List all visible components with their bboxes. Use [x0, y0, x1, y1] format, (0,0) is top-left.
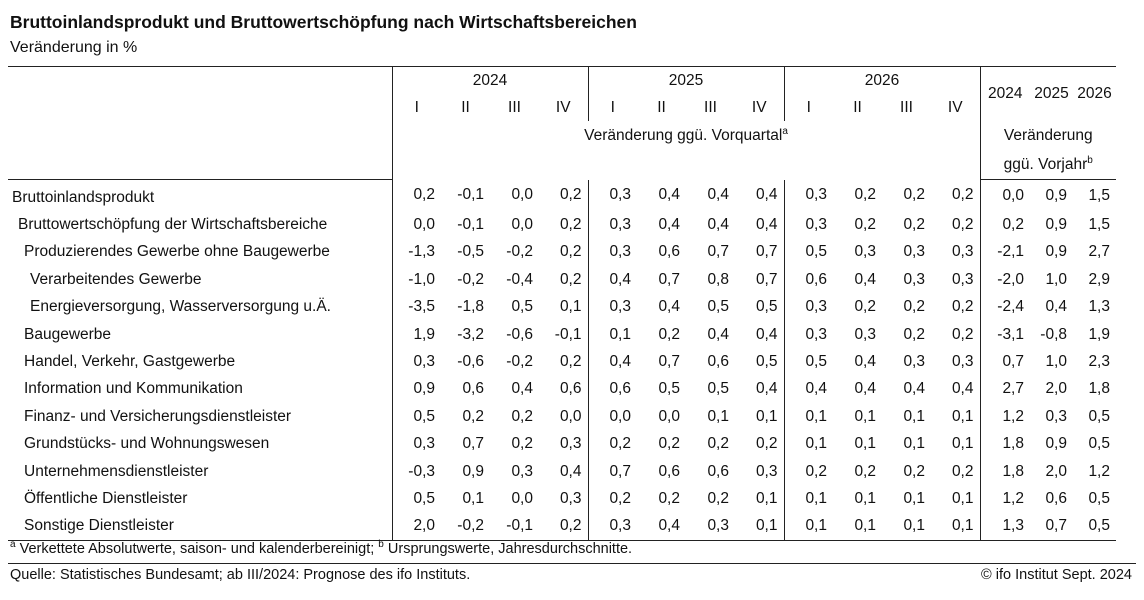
annual-value: 2,0: [1045, 380, 1067, 398]
quarterly-value: 0,3: [854, 325, 876, 343]
footnote-ref-b: b: [1087, 154, 1093, 166]
quarterly-value: 0,0: [658, 407, 680, 425]
row-label: Produzierendes Gewerbe ohne Baugewerbe: [24, 243, 330, 261]
quarterly-value: 0,2: [903, 186, 925, 204]
quarterly-value: 0,2: [559, 243, 582, 261]
annual-value: 2,7: [1088, 243, 1110, 261]
quarterly-value: 0,1: [462, 489, 484, 507]
quarterly-value: 0,1: [833, 513, 882, 541]
quarterly-value: 0,5: [392, 485, 441, 512]
quarterly-value: -0,1: [457, 186, 484, 204]
quarterly-value: 0,5: [784, 239, 833, 266]
quarterly-value: 0,3: [784, 180, 833, 212]
row-label: Baugewerbe: [24, 325, 112, 343]
quarterly-value: 0,4: [559, 462, 582, 480]
quarterly-value: 0,2: [588, 485, 637, 512]
quarterly-value: -0,2: [506, 243, 533, 261]
annual-value: 1,2: [1088, 462, 1110, 480]
quarterly-value: 0,1: [755, 489, 778, 507]
header-empty-cell: [8, 121, 392, 151]
quarterly-value: 0,3: [588, 211, 637, 238]
quarterly-value: 0,2: [854, 216, 876, 234]
quarterly-value: 0,4: [784, 376, 833, 403]
quarterly-value: -0,3: [392, 458, 441, 485]
quarterly-value: 0,4: [755, 380, 778, 398]
quarterly-value: 0,3: [392, 348, 441, 375]
quarterly-value: -0,4: [506, 270, 533, 288]
header-empty-cell: [8, 151, 392, 180]
quarter-header: IV: [947, 98, 963, 116]
source-note: Quelle: Statistisches Bundesamt; ab III/2024: Prognose des ifo Instituts.: [10, 567, 471, 583]
quarterly-value: 0,2: [392, 180, 441, 212]
row-label: Unternehmensdienstleister: [24, 462, 209, 480]
quarterly-value: 0,6: [559, 380, 582, 398]
annual-value: 1,3: [1088, 298, 1110, 316]
quarterly-value: 0,8: [707, 270, 729, 288]
quarterly-value: 0,7: [588, 458, 637, 485]
quarterly-value: 0,1: [951, 435, 974, 453]
quarterly-value: 0,2: [658, 435, 680, 453]
annual-value: 2,3: [1088, 353, 1110, 371]
footnote-text-a: Verkettete Absolutwerte, saison- und kalenderbereinigt;: [15, 541, 379, 557]
quarterly-value: 0,2: [854, 186, 876, 204]
table-row: [8, 180, 1116, 212]
quarterly-value: 0,6: [707, 462, 729, 480]
quarterly-value: 0,0: [511, 186, 533, 204]
annual-value: 0,5: [1088, 435, 1110, 453]
quarterly-value: 0,2: [951, 298, 974, 316]
quarterly-value: 0,4: [707, 325, 729, 343]
annual-value: 2,0: [1045, 462, 1067, 480]
quarterly-value: 0,6: [588, 376, 637, 403]
annual-value: 1,0: [1045, 353, 1067, 371]
quarterly-value: 0,2: [903, 298, 925, 316]
row-label: Energieversorgung, Wasserversorgung u.Ä.: [30, 298, 331, 316]
quarterly-value: 0,1: [951, 489, 974, 507]
table-row: [8, 294, 1116, 321]
quarterly-value: 0,5: [755, 353, 778, 371]
quarterly-value: 0,5: [511, 298, 533, 316]
quarterly-value: -0,2: [441, 513, 490, 541]
quarterly-value: 0,2: [951, 462, 974, 480]
row-label: Bruttoinlandsprodukt: [12, 188, 155, 206]
table-row: [8, 376, 1116, 403]
year-group-header: 2024: [392, 67, 588, 95]
annual-value: 1,8: [980, 431, 1030, 458]
quarterly-value: 0,4: [588, 266, 637, 293]
quarter-header: III: [704, 98, 717, 116]
quarter-header: III: [900, 98, 913, 116]
quarterly-value: 0,3: [784, 211, 833, 238]
annual-year-header: 2026: [1073, 67, 1116, 122]
quarterly-value: 0,0: [511, 489, 533, 507]
annual-value: 0,7: [980, 348, 1030, 375]
annual-value: 1,3: [980, 513, 1030, 541]
annual-value: 0,9: [1045, 186, 1067, 204]
year-group-header: 2026: [784, 67, 980, 95]
quarterly-value: 0,3: [588, 180, 637, 212]
quarterly-value: -0,1: [457, 216, 484, 234]
quarterly-value: 0,4: [755, 186, 778, 204]
quarterly-value: 0,3: [784, 321, 833, 348]
quarterly-value: 0,3: [559, 489, 582, 507]
quarter-header: II: [853, 98, 862, 116]
quarterly-value: 0,6: [784, 266, 833, 293]
quarterly-value: 0,1: [854, 489, 876, 507]
quarter-header: II: [461, 98, 470, 116]
row-label: Finanz- und Versicherungsdienstleister: [24, 407, 292, 425]
annual-value: 1,5: [1088, 216, 1110, 234]
quarterly-value: 0,3: [951, 270, 974, 288]
quarterly-value: 0,2: [951, 186, 974, 204]
quarterly-value: 0,2: [854, 298, 876, 316]
quarterly-value: 1,9: [392, 321, 441, 348]
quarterly-value: 0,1: [854, 407, 876, 425]
quarterly-value: -3,2: [457, 325, 484, 343]
quarterly-value: -0,1: [554, 325, 582, 343]
annual-value: 2,7: [980, 376, 1030, 403]
quarterly-value: 0,0: [559, 407, 582, 425]
quarter-header: I: [392, 94, 441, 121]
quarterly-value: 0,2: [559, 186, 582, 204]
row-label: Grundstücks- und Wohnungswesen: [24, 435, 270, 453]
quarterly-value: 0,1: [854, 435, 876, 453]
copyright-note: © ifo Institut Sept. 2024: [981, 567, 1132, 583]
annual-value: 1,5: [1088, 186, 1110, 204]
quarterly-value: 0,4: [588, 348, 637, 375]
quarterly-value: 0,3: [755, 462, 778, 480]
table-row: [8, 431, 1116, 458]
quarterly-value: 0,4: [707, 216, 729, 234]
annual-value: 1,8: [1088, 380, 1110, 398]
footnote-text-b: Ursprungswerte, Jahresdurchschnitte.: [383, 541, 633, 557]
quarterly-value: -1,3: [392, 239, 441, 266]
quarterly-value: 0,0: [392, 211, 441, 238]
quarterly-value: 0,0: [511, 216, 533, 234]
quarterly-value: 0,2: [951, 325, 974, 343]
quarterly-value: 0,1: [784, 431, 833, 458]
table-row: [8, 239, 1116, 266]
quarterly-value: 0,5: [755, 298, 778, 316]
quarter-header: III: [508, 98, 521, 116]
quarterly-value: 0,4: [903, 380, 925, 398]
annual-change-label-line1: Veränderung: [980, 121, 1116, 151]
quarterly-value: 0,5: [392, 403, 441, 430]
row-label: Bruttowertschöpfung der Wirtschaftsbereiche: [18, 216, 328, 234]
quarterly-value: 0,1: [735, 513, 784, 541]
quarterly-value: 0,7: [658, 353, 680, 371]
footnote-ref-a: a: [782, 125, 788, 137]
quarterly-value: 0,2: [903, 462, 925, 480]
quarterly-value: 0,1: [931, 513, 980, 541]
quarterly-value: 0,3: [903, 243, 925, 261]
annual-value: 0,5: [1088, 489, 1110, 507]
quarterly-value: 0,3: [588, 239, 637, 266]
quarterly-value: 0,4: [658, 298, 680, 316]
quarterly-value: 0,4: [951, 380, 974, 398]
row-label: Handel, Verkehr, Gastgewerbe: [24, 353, 236, 371]
quarterly-value: 0,3: [392, 431, 441, 458]
quarterly-value: -0,2: [457, 270, 484, 288]
annual-value: 1,2: [980, 485, 1030, 512]
quarterly-value: 0,2: [707, 435, 729, 453]
quarterly-value: 0,1: [588, 321, 637, 348]
footnote-mark-a: a: [10, 539, 16, 551]
table-row: [8, 211, 1116, 238]
quarterly-value: 0,3: [588, 294, 637, 321]
footnote-mark-b: b: [378, 539, 384, 551]
quarterly-value: 0,3: [854, 243, 876, 261]
quarterly-value: 0,1: [784, 513, 833, 541]
quarterly-value: -0,6: [457, 353, 484, 371]
quarterly-value: 0,1: [882, 513, 931, 541]
quarter-header: I: [588, 94, 637, 121]
table-row: [8, 321, 1116, 348]
quarterly-value: 0,1: [784, 485, 833, 512]
quarterly-value: 0,3: [951, 353, 974, 371]
quarterly-value: 0,1: [903, 407, 925, 425]
annual-year-header: 2025: [1030, 67, 1073, 122]
annual-value: 2,9: [1088, 270, 1110, 288]
quarterly-value: 0,3: [784, 294, 833, 321]
quarterly-value: 0,5: [707, 380, 729, 398]
quarterly-value: 0,3: [588, 513, 637, 541]
annual-value: 0,5: [1088, 407, 1110, 425]
quarterly-value: 0,4: [658, 186, 680, 204]
footer-divider: [8, 563, 1136, 564]
gdp-table: [8, 66, 1116, 541]
quarterly-value: -0,6: [506, 325, 533, 343]
quarterly-value: 0,7: [462, 435, 484, 453]
table-row: [8, 403, 1116, 430]
quarterly-value: 0,6: [658, 243, 680, 261]
quarterly-value: 0,4: [658, 216, 680, 234]
quarterly-value: 0,2: [588, 431, 637, 458]
annual-value: 1,8: [980, 458, 1030, 485]
annual-value: 1,0: [1045, 270, 1067, 288]
annual-value: 0,5: [1073, 513, 1116, 541]
annual-value: 0,0: [980, 180, 1030, 212]
quarterly-value: 0,3: [903, 270, 925, 288]
row-label: Öffentliche Dienstleister: [24, 489, 188, 507]
quarterly-value: 0,9: [392, 376, 441, 403]
annual-value: 0,9: [1045, 243, 1067, 261]
quarterly-value: 2,0: [392, 513, 441, 541]
annual-value: 0,9: [1045, 435, 1067, 453]
row-label: Verarbeitendes Gewerbe: [30, 270, 202, 288]
quarterly-value: 0,3: [903, 353, 925, 371]
quarterly-change-text: Veränderung ggü. Vorquartal: [584, 127, 783, 144]
annual-value: -2,1: [980, 239, 1030, 266]
row-label: Sonstige Dienstleister: [8, 513, 392, 541]
annual-value: 0,9: [1045, 216, 1067, 234]
quarterly-value: 0,7: [755, 243, 778, 261]
quarterly-value: 0,0: [588, 403, 637, 430]
table-row: [8, 513, 1116, 541]
quarterly-value: 0,2: [539, 513, 588, 541]
annual-value: 0,2: [980, 211, 1030, 238]
table-row: [8, 266, 1116, 293]
quarterly-value: 0,1: [559, 298, 582, 316]
quarterly-value: 0,4: [854, 380, 876, 398]
quarterly-value: 0,4: [854, 270, 876, 288]
annual-value: -3,1: [980, 321, 1030, 348]
annual-change-text: ggü. Vorjahr: [1003, 156, 1088, 173]
quarterly-value: -0,5: [457, 243, 484, 261]
quarterly-value: -0,1: [490, 513, 539, 541]
quarterly-value: 0,4: [511, 380, 533, 398]
quarterly-value: 0,2: [559, 270, 582, 288]
quarterly-value: -1,0: [392, 266, 441, 293]
annual-value: -2,4: [980, 294, 1030, 321]
quarterly-value: 0,1: [903, 489, 925, 507]
annual-value: 0,4: [1045, 298, 1067, 316]
quarterly-value: 0,1: [951, 407, 974, 425]
quarterly-value: 0,2: [707, 489, 729, 507]
quarterly-value: 0,3: [686, 513, 735, 541]
quarterly-value: 0,1: [784, 403, 833, 430]
quarterly-value: 0,4: [755, 325, 778, 343]
quarterly-value: 0,6: [462, 380, 484, 398]
table-subtitle: Veränderung in %: [10, 39, 138, 56]
quarterly-value: 0,7: [707, 243, 729, 261]
header-empty-cell: [8, 94, 392, 121]
quarterly-value: 0,3: [951, 243, 974, 261]
quarterly-value: -0,2: [506, 353, 533, 371]
annual-value: 0,7: [1030, 513, 1073, 541]
quarterly-value: 0,5: [784, 348, 833, 375]
quarter-header: I: [784, 94, 833, 121]
annual-value: -2,0: [980, 266, 1030, 293]
quarterly-value: 0,4: [755, 216, 778, 234]
quarterly-value: 0,2: [755, 435, 778, 453]
quarterly-change-label: [392, 121, 980, 180]
annual-value: 0,6: [1045, 489, 1067, 507]
quarterly-value: 0,2: [658, 325, 680, 343]
quarterly-value: 0,7: [658, 270, 680, 288]
quarterly-value: 0,9: [462, 462, 484, 480]
quarterly-value: 0,3: [559, 435, 582, 453]
quarterly-value: 0,2: [951, 216, 974, 234]
table-row: [8, 485, 1116, 512]
quarterly-value: 0,5: [707, 298, 729, 316]
quarterly-value: 0,2: [903, 325, 925, 343]
table-row: [8, 458, 1116, 485]
annual-year-header: 2024: [980, 67, 1030, 122]
footnote: [10, 541, 632, 557]
quarterly-value: -1,8: [457, 298, 484, 316]
quarterly-value: 0,4: [707, 186, 729, 204]
quarterly-value: 0,2: [559, 216, 582, 234]
table-title: Bruttoinlandsprodukt und Bruttowertschöpfung nach Wirtschaftsbereichen: [10, 12, 637, 32]
quarter-header: IV: [555, 98, 571, 116]
quarterly-value: 0,2: [854, 462, 876, 480]
header-empty-cell: [8, 67, 392, 95]
annual-value: 0,3: [1045, 407, 1067, 425]
quarterly-value: 0,1: [707, 407, 729, 425]
quarterly-value: 0,7: [755, 270, 778, 288]
quarterly-value: 0,4: [854, 353, 876, 371]
quarterly-value: 0,2: [784, 458, 833, 485]
quarterly-value: 0,2: [462, 407, 484, 425]
annual-value: 1,2: [980, 403, 1030, 430]
quarter-header: II: [657, 98, 666, 116]
quarterly-value: 0,2: [511, 407, 533, 425]
quarterly-value: 0,2: [658, 489, 680, 507]
annual-value: -0,8: [1040, 325, 1067, 343]
quarterly-value: 0,1: [755, 407, 778, 425]
quarterly-value: 0,6: [658, 462, 680, 480]
quarterly-value: -3,5: [392, 294, 441, 321]
year-group-header: 2025: [588, 67, 784, 95]
annual-value: 1,9: [1088, 325, 1110, 343]
annual-change-label-line2: [980, 151, 1116, 180]
quarterly-value: 0,2: [511, 435, 533, 453]
quarterly-value: 0,1: [903, 435, 925, 453]
quarterly-value: 0,5: [658, 380, 680, 398]
row-label: Information und Kommunikation: [24, 380, 243, 398]
quarterly-value: 0,2: [559, 353, 582, 371]
quarterly-value: 0,4: [637, 513, 686, 541]
quarterly-value: 0,2: [903, 216, 925, 234]
quarter-header: IV: [751, 98, 767, 116]
quarterly-value: 0,6: [707, 353, 729, 371]
table-row: [8, 348, 1116, 375]
quarterly-value: 0,3: [511, 462, 533, 480]
